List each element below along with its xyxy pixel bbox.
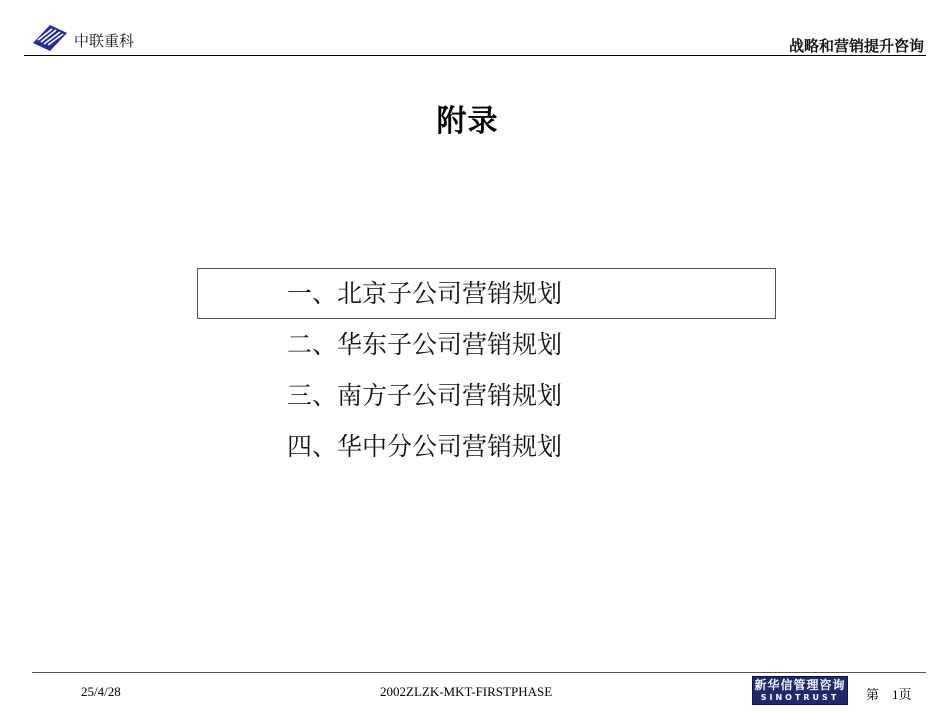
appendix-list — [197, 268, 776, 472]
badge-chinese-text: 新华信管理咨询 — [754, 678, 846, 692]
appendix-item-nanfang[interactable]: 三、南方子公司营销规划 — [287, 381, 563, 410]
footer-document-code: 2002ZLZK-MKT-FIRSTPHASE — [380, 684, 553, 699]
footer-date: 25/4/28 — [81, 684, 121, 699]
company-name: 中联重科 — [74, 32, 135, 50]
page-title: 附录 — [436, 104, 499, 139]
header-title: 战略和营销提升咨询 — [788, 37, 924, 55]
page-number: 第 1页 — [866, 687, 912, 702]
header-divider — [24, 55, 926, 56]
footer-divider — [32, 672, 926, 673]
badge-english-text: SINOTRUST — [760, 693, 840, 702]
appendix-item-beijing[interactable]: 一、北京子公司营销规划 — [197, 268, 776, 319]
zoomlion-logo-icon — [32, 24, 68, 52]
appendix-item-huadong[interactable]: 二、华东子公司营销规划 — [287, 330, 563, 359]
sinotrust-badge — [752, 676, 848, 705]
appendix-item-huazhong[interactable]: 四、华中分公司营销规划 — [287, 432, 563, 461]
